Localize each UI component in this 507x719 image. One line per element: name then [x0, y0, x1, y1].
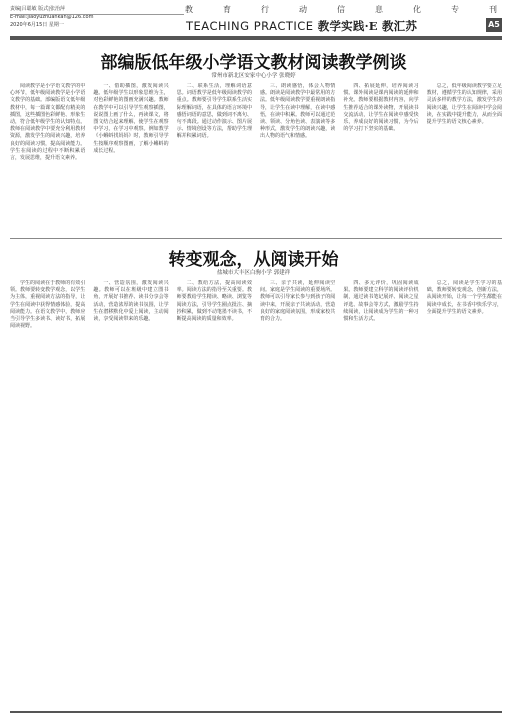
paragraph: 三、亲子共读，延伸阅读空间。家庭是学生阅读的重要场所。教师可以引导家长参与到孩子的阅读中来，开展亲子共读活动，营造良好的家庭阅读氛围，形成家校共育的合力。 [259, 280, 336, 323]
article1-column [177, 83, 252, 233]
section-char: 育 [223, 5, 231, 14]
section-char: 化 [413, 5, 421, 14]
section-title-cn: 教学实践·E 教汇苏 [317, 19, 418, 33]
masthead [0, 0, 507, 38]
section-char: 信 [337, 5, 345, 14]
paragraph: 一、借助插图，激发阅读兴趣。低年级学生以形象思维为主，对色彩鲜艳的图画充满兴趣。教师在教学中可以引导学生观察插图，说说图上画了什么，再读课文，将图文结合起来理解，使学生在观察中学习，在学习中观察。例如教学《小蝌蚪找妈妈》时，教师引导学生按顺序观察图画，了解小蝌蚪的成长过程。 [93, 83, 169, 154]
paragraph: 二、教给方法，提高阅读效率。阅读方法的指导至关重要。教师要教给学生精读、略读、浏览等阅读方法，引导学生圈点批注、摘抄积累，做到不动笔墨不读书，不断提高阅读的质量和效率。 [176, 280, 252, 323]
section-title-en: TEACHING PRACTICE [186, 19, 314, 33]
article1-byline: 常州市新北区安家中心小学 张晓婷 [211, 73, 296, 79]
article1-column [93, 83, 168, 233]
paragraph: 一、营造氛围，激发阅读兴趣。教师可以在班级中建立图书角，开展好书推荐、读书分享会等活动，营造浓厚的读书氛围，让学生在潜移默化中爱上阅读，主动阅读，享受阅读带来的乐趣。 [93, 280, 169, 323]
page-number: A5 [486, 18, 502, 32]
section-title [186, 18, 486, 36]
bottom-rule [10, 711, 502, 713]
article2-body [10, 280, 502, 706]
section-char: 行 [261, 5, 269, 14]
section-chars [185, 4, 503, 18]
masthead-bar [10, 36, 502, 40]
section-char: 刊 [489, 5, 497, 14]
section-char: 教 [185, 5, 193, 14]
article1-column [427, 83, 502, 233]
paragraph: 阅读教学是小学语文教学的中心环节，低年级阅读教学是小学语文教学的基础。部编版语文低年级教材中，每一篇课文都配有精美的插图，这些插图色彩鲜艳、形象生动，符合低年级学生的认知特点。教师在阅读教学中要充分利用教材资源，激发学生的阅读兴趣，培养良好的阅读习惯，提高阅读能力。学生在阅读的过程中不断积累语言，发展思维，提升语文素养。 [10, 83, 86, 162]
section-char: 动 [299, 5, 307, 14]
article2-column [343, 280, 418, 706]
paragraph: 四、多元评价，巩固阅读成果。教师要建立科学的阅读评价机制，通过读书笔记展评、阅读之星评选、故事会等方式，激励学生持续阅读，让阅读成为学生的一种习惯和生活方式。 [343, 280, 419, 323]
paragraph: 总之，低年级阅读教学要立足教材，遵循学生的认知规律，采用灵活多样的教学方法，激发学生的阅读兴趣，让学生在阅读中学会阅读，在实践中提升能力，从而全面提升学生的语文核心素养。 [426, 83, 502, 126]
paragraph: 学生的阅读在于教师的有效引领。教师要转变教学观念，以学生为主体，重视阅读方法的指导，让学生在阅读中获得情感体验，提高阅读能力。在语文教学中，教师应当引导学生多读书、读好书，拓展阅读视野。 [10, 280, 86, 330]
article2-column [93, 280, 168, 706]
article2-column [10, 280, 85, 706]
article1-column [10, 83, 85, 233]
email-line: E-mail:jiaoyuzhuankan@126.com [10, 14, 94, 20]
section-char: 息 [375, 5, 383, 14]
article2-headline: 转变观念，从阅读开始 [168, 250, 339, 270]
article-separator [10, 238, 502, 239]
article1-body [10, 83, 502, 233]
paragraph: 总之，阅读是学生学习的基础，教师要转变观念，创新方法，从阅读开始，让每一个学生都能在阅读中成长，在书香中快乐学习，全面提升学生的语文素养。 [426, 280, 502, 315]
article1-column [260, 83, 335, 233]
article2-column [260, 280, 335, 706]
masthead-rule [10, 14, 184, 15]
article2-byline: 盐城市大丰区白驹小学 郭建祥 [216, 270, 291, 276]
section-char: 专 [451, 5, 459, 14]
article2-column [177, 280, 252, 706]
article1-column [343, 83, 418, 233]
paragraph: 四、拓展延伸，培养阅读习惯。课外阅读是课内阅读的延伸和补充。教师要根据教材内容，向学生推荐适合的课外读物，开展读书交流活动，让学生在阅读中感受快乐，养成良好的阅读习惯，为今后的学习打下坚实的基础。 [343, 83, 419, 133]
paragraph: 二、联系生活，理解词语意思。词语教学是低年级阅读教学的重点。教师要引导学生联系生活实际理解词语，在具体的语言环境中感悟词语的意思，做到词不离句、句不离段。通过动作演示、图片展示、情境创设等方法，帮助学生理解并积累词语。 [176, 83, 252, 140]
article2-column [427, 280, 502, 706]
editor-line: 责编|吕聪敏 版式|张治萍 [10, 6, 65, 12]
article1-headline: 部编版低年级小学语文教材阅读教学例谈 [100, 53, 407, 73]
paragraph: 三、朗读感悟，体会人物情感。朗读是阅读教学中最常用的方法。低年级阅读教学要重视朗读指导，让学生在读中理解，在读中感悟，在读中积累。教师可以通过范读、领读、分角色读、表演读等多种形式，激发学生的朗读兴趣，读出人物的语气和情感。 [259, 83, 336, 140]
masthead-info [10, 5, 182, 29]
date-line: 2020年6月15日 星期一 [10, 22, 64, 28]
